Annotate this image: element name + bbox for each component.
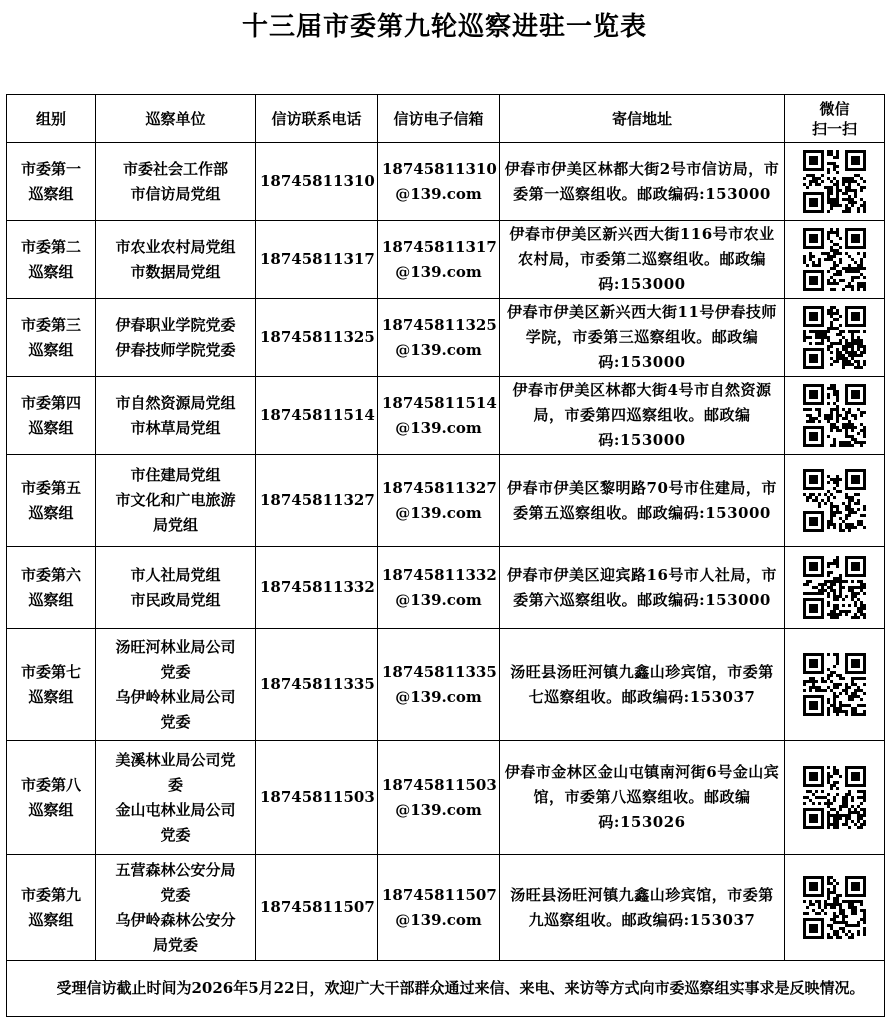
phone-cell: 18745811332: [256, 547, 378, 629]
email-cell: [378, 741, 500, 855]
unit-cell-line: 党委: [160, 712, 191, 731]
unit-cell-line: 委: [167, 775, 183, 794]
table-body: [7, 143, 885, 961]
inspection-table: [6, 94, 885, 1017]
group-cell-line: 市委第六: [20, 565, 81, 584]
email-cell-line: @139.com: [395, 184, 482, 203]
email-cell-line: @139.com: [395, 418, 482, 437]
table-row: [7, 143, 885, 221]
wechat-qr-cell: [785, 629, 885, 741]
unit-cell: [96, 221, 256, 299]
qr-code-icon[interactable]: [789, 876, 880, 939]
email-cell-line: 18745811507: [382, 885, 497, 904]
header-unit: 巡察单位: [96, 95, 256, 143]
unit-cell-line: 局党委: [152, 935, 198, 954]
wechat-qr-cell: [785, 547, 885, 629]
group-cell: [7, 855, 96, 961]
unit-cell-line: 乌伊岭林业局公司: [115, 687, 236, 706]
email-cell-line: @139.com: [395, 340, 482, 359]
unit-cell: [96, 143, 256, 221]
qr-code-icon[interactable]: [789, 556, 880, 619]
wechat-qr-cell: [785, 741, 885, 855]
email-cell-line: @139.com: [395, 262, 482, 281]
phone-cell: 18745811507: [256, 855, 378, 961]
unit-cell: [96, 377, 256, 455]
group-cell: [7, 741, 96, 855]
address-cell: 伊春市伊美区林都大街4号市自然资源局，市委第四巡察组收。邮政编码:153000: [500, 377, 785, 455]
unit-cell: [96, 741, 256, 855]
wechat-qr-cell: [785, 855, 885, 961]
group-cell-line: 市委第九: [20, 885, 81, 904]
address-cell: 伊春市金林区金山屯镇南河街6号金山宾馆，市委第八巡察组收。邮政编码:153026: [500, 741, 785, 855]
phone-cell: 18745811327: [256, 455, 378, 547]
qr-code-icon[interactable]: [789, 384, 880, 447]
footer-row: [7, 961, 885, 1017]
table-row: [7, 629, 885, 741]
header-phone: 信访联系电话: [256, 95, 378, 143]
unit-cell-line: 市数据局党组: [130, 262, 221, 281]
unit-cell-line: 市文化和广电旅游: [115, 491, 236, 509]
phone-cell: 18745811514: [256, 377, 378, 455]
address-cell: 伊春市伊美区林都大街2号市信访局，市委第一巡察组收。邮政编码:153000: [500, 143, 785, 221]
header-wechat-line2: 扫一扫: [811, 119, 857, 138]
unit-cell-line: 乌伊岭森林公安分: [115, 910, 236, 929]
qr-code-icon[interactable]: [789, 150, 880, 213]
group-cell: [7, 299, 96, 377]
header-wechat-line1: 微信: [819, 99, 850, 118]
email-cell: [378, 143, 500, 221]
footer-note: 受理信访截止时间为2026年5月22日，欢迎广大干部群众通过来信、来电、来访等方式向市委巡察组实事求是反映情况。: [7, 961, 885, 1017]
unit-cell-line: 党委: [160, 885, 191, 904]
group-cell-line: 巡察组: [28, 910, 74, 929]
email-cell: [378, 377, 500, 455]
group-cell: [7, 377, 96, 455]
group-cell-line: 巡察组: [28, 590, 74, 609]
unit-cell-line: 市住建局党组: [130, 466, 221, 484]
group-cell-line: 市委第一: [20, 159, 81, 178]
table-row: [7, 855, 885, 961]
group-cell-line: 市委第八: [20, 775, 81, 794]
group-cell-line: 巡察组: [28, 418, 74, 437]
group-cell: [7, 143, 96, 221]
qr-code-icon[interactable]: [789, 228, 880, 291]
qr-code-icon[interactable]: [789, 653, 880, 716]
unit-cell-line: 汤旺河林业局公司: [115, 637, 236, 656]
group-cell: [7, 629, 96, 741]
email-cell: [378, 299, 500, 377]
group-cell-line: 市委第七: [20, 662, 81, 681]
email-cell-line: 18745811335: [382, 662, 497, 681]
group-cell-line: 市委第四: [20, 393, 81, 412]
table-row: [7, 547, 885, 629]
phone-cell: 18745811335: [256, 629, 378, 741]
header-email: 信访电子信箱: [378, 95, 500, 143]
header-group: 组别: [7, 95, 96, 143]
group-cell: [7, 221, 96, 299]
unit-cell-line: 市人社局党组: [130, 565, 221, 584]
email-cell-line: 18745811317: [382, 237, 497, 256]
group-cell-line: 巡察组: [28, 184, 74, 203]
unit-cell-line: 局党组: [152, 516, 198, 534]
unit-cell-line: 市农业农村局党组: [115, 237, 236, 256]
wechat-qr-cell: [785, 299, 885, 377]
wechat-qr-cell: [785, 377, 885, 455]
email-cell: [378, 221, 500, 299]
qr-code-icon[interactable]: [789, 469, 880, 532]
email-cell-line: 18745811325: [382, 315, 497, 334]
unit-cell: [96, 299, 256, 377]
email-cell-line: @139.com: [395, 910, 482, 929]
unit-cell: [96, 455, 256, 547]
unit-cell: [96, 855, 256, 961]
unit-cell-line: 伊春职业学院党委: [115, 315, 236, 334]
unit-cell: [96, 547, 256, 629]
group-cell: [7, 455, 96, 547]
table-row: [7, 741, 885, 855]
page-title: 十三届市委第九轮巡察进驻一览表: [241, 12, 647, 42]
group-cell-line: 市委第二: [20, 237, 81, 256]
unit-cell-line: 市林草局党组: [130, 418, 221, 437]
phone-cell: 18745811325: [256, 299, 378, 377]
group-cell-line: 巡察组: [28, 687, 74, 706]
address-cell: 汤旺县汤旺河镇九鑫山珍宾馆，市委第七巡察组收。邮政编码:153037: [500, 629, 785, 741]
address-cell: 汤旺县汤旺河镇九鑫山珍宾馆，市委第九巡察组收。邮政编码:153037: [500, 855, 785, 961]
table-row: [7, 377, 885, 455]
phone-cell: 18745811310: [256, 143, 378, 221]
header-address: 寄信地址: [500, 95, 785, 143]
unit-cell-line: 美溪林业局公司党: [115, 750, 236, 769]
phone-cell: 18745811317: [256, 221, 378, 299]
unit-cell-line: 市委社会工作部: [122, 159, 228, 178]
email-cell-line: @139.com: [395, 687, 482, 706]
table-row: [7, 455, 885, 547]
unit-cell-line: 金山屯林业局公司: [115, 800, 236, 819]
email-cell-line: @139.com: [395, 590, 482, 609]
group-cell-line: 巡察组: [28, 262, 74, 281]
unit-cell-line: 五营森林公安分局: [115, 860, 236, 879]
email-cell-line: 18745811332: [382, 565, 497, 584]
unit-cell-line: 党委: [160, 825, 191, 844]
email-cell-line: 18745811503: [382, 775, 497, 794]
header-wechat: [785, 95, 885, 143]
table-row: [7, 299, 885, 377]
qr-code-icon[interactable]: [789, 306, 880, 369]
email-cell: [378, 629, 500, 741]
email-cell: [378, 855, 500, 961]
wechat-qr-cell: [785, 455, 885, 547]
group-cell-line: 市委第五: [20, 478, 81, 497]
address-cell: 伊春市伊美区迎宾路16号市人社局，市委第六巡察组收。邮政编码:153000: [500, 547, 785, 629]
header-row: [7, 95, 885, 143]
wechat-qr-cell: [785, 143, 885, 221]
email-cell: [378, 547, 500, 629]
unit-cell-line: 市自然资源局党组: [115, 393, 236, 412]
email-cell-line: 18745811514: [382, 393, 497, 412]
table-row: [7, 221, 885, 299]
address-cell: 伊春市伊美区黎明路70号市住建局，市委第五巡察组收。邮政编码:153000: [500, 455, 785, 547]
email-cell-line: 18745811310: [382, 159, 497, 178]
wechat-qr-cell: [785, 221, 885, 299]
unit-cell-line: 伊春技师学院党委: [115, 340, 236, 359]
email-cell-line: 18745811327: [382, 478, 497, 497]
email-cell-line: @139.com: [395, 503, 482, 522]
group-cell: [7, 547, 96, 629]
group-cell-line: 巡察组: [28, 503, 74, 522]
qr-code-icon[interactable]: [789, 766, 880, 829]
unit-cell-line: 市民政局党组: [130, 590, 221, 609]
unit-cell: [96, 629, 256, 741]
group-cell-line: 巡察组: [28, 800, 74, 819]
address-cell: 伊春市伊美区新兴西大街116号市农业农村局，市委第二巡察组收。邮政编码:153000: [500, 221, 785, 299]
group-cell-line: 巡察组: [28, 340, 74, 359]
email-cell-line: @139.com: [395, 800, 482, 819]
unit-cell-line: 市信访局党组: [130, 184, 221, 203]
group-cell-line: 市委第三: [20, 315, 81, 334]
phone-cell: 18745811503: [256, 741, 378, 855]
email-cell: [378, 455, 500, 547]
unit-cell-line: 党委: [160, 662, 191, 681]
address-cell: 伊春市伊美区新兴西大街11号伊春技师学院，市委第三巡察组收。邮政编码:153000: [500, 299, 785, 377]
